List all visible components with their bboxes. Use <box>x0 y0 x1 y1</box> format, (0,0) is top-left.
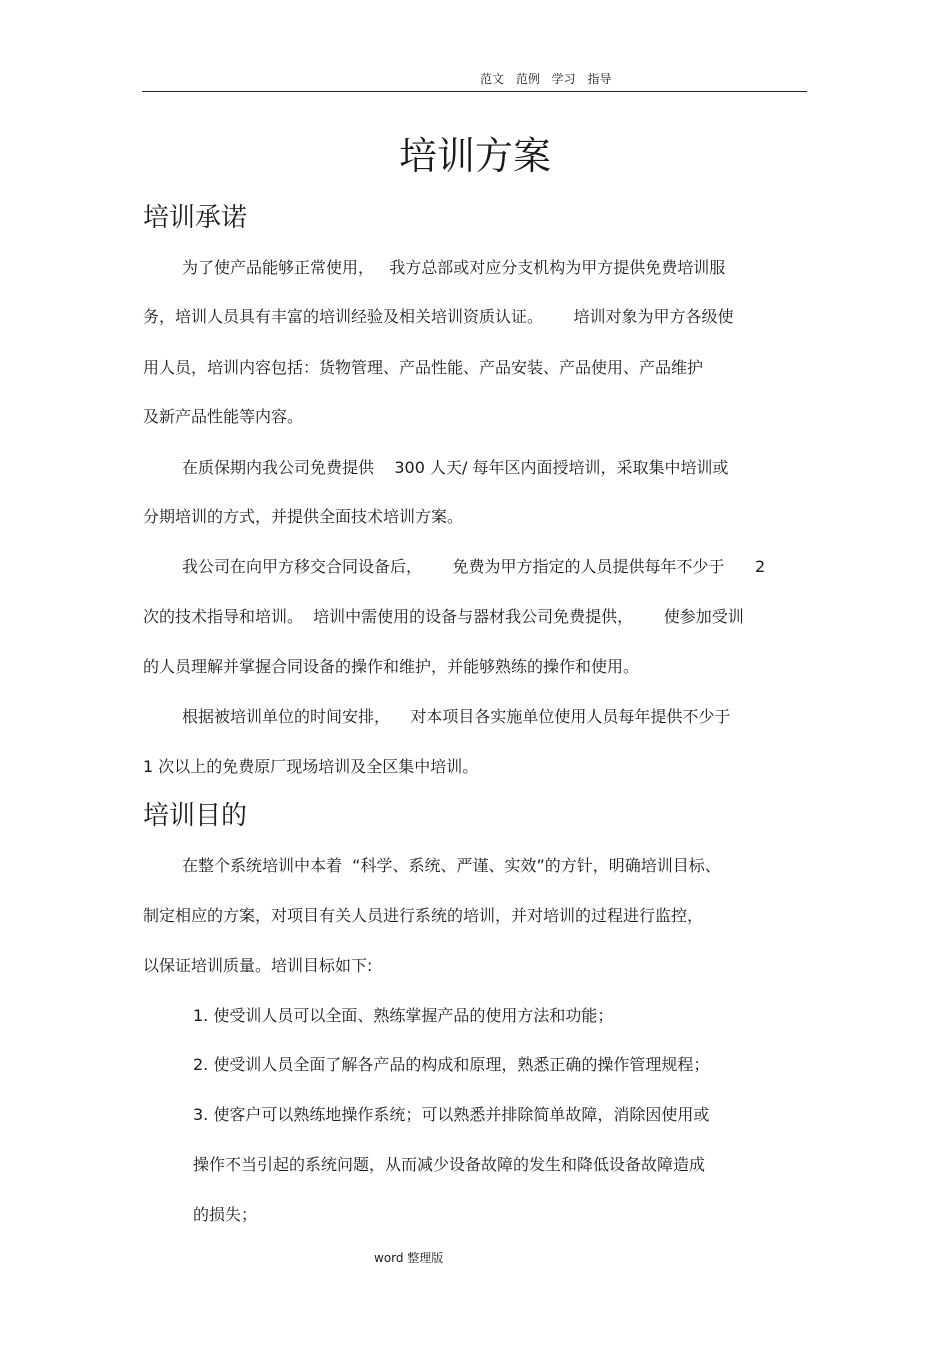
paragraph-line: 务，培训人员具有丰富的培训经验及相关培训资质认证。 培训对象为甲方各级使 <box>143 307 734 326</box>
document-title: 培训方案 <box>398 134 551 178</box>
paragraph-line: 及新产品性能等内容。 <box>143 407 304 426</box>
list-item: 2. 使受训人员全面了解各产品的构成和原理，熟悉正确的操作管理规程； <box>193 1055 710 1074</box>
list-item: 3. 使客户可以熟练地操作系统；可以熟悉并排除简单故障，消除因使用或 <box>193 1105 710 1124</box>
section-heading-commitment: 培训承诺 <box>143 203 248 233</box>
list-item-continuation: 的损失； <box>193 1205 258 1224</box>
paragraph-line: 我公司在向甲方移交合同设备后， 免费为甲方指定的人员提供每年不少于 2 <box>182 557 766 576</box>
list-item-continuation: 操作不当引起的系统问题，从而减少设备故障的发生和降低设备故障造成 <box>193 1155 706 1174</box>
paragraph-line: 用人员，培训内容包括：货物管理、产品性能、产品安装、产品使用、产品维护 <box>143 358 704 377</box>
paragraph-line: 次的技术指导和培训。 培训中需使用的设备与器材我公司免费提供， 使参加受训 <box>143 607 744 626</box>
paragraph-line: 根据被培训单位的时间安排， 对本项目各实施单位使用人员每年提供不少于 <box>182 707 731 726</box>
page-header-text: 范文 范例 学习 指导 <box>480 72 612 86</box>
paragraph-line: 以保证培训质量。培训目标如下: <box>143 956 373 975</box>
section-heading-purpose: 培训目的 <box>143 801 248 831</box>
paragraph-line: 在整个系统培训中本着 “科学、系统、严谨、实效”的方针，明确培训目标、 <box>182 856 721 875</box>
list-item: 1. 使受训人员可以全面、熟练掌握产品的使用方法和功能； <box>193 1006 614 1025</box>
paragraph-line: 的人员理解并掌握合同设备的操作和维护，并能够熟练的操作和使用。 <box>143 657 640 676</box>
paragraph-line: 分期培训的方式，并提供全面技术培训方案。 <box>143 507 464 526</box>
paragraph-line: 制定相应的方案，对项目有关人员进行系统的培训，并对培训的过程进行监控， <box>143 906 704 925</box>
header-divider <box>142 91 807 92</box>
page-footer-text: word 整理版 <box>374 1251 444 1265</box>
paragraph-line: 为了使产品能够正常使用， 我方总部或对应分支机构为甲方提供免费培训服 <box>182 258 726 277</box>
paragraph-line: 1 次以上的免费原厂现场培训及全区集中培训。 <box>143 757 479 776</box>
paragraph-line: 在质保期内我公司免费提供 300 人天/ 每年区内面授培训，采取集中培训或 <box>182 458 729 477</box>
